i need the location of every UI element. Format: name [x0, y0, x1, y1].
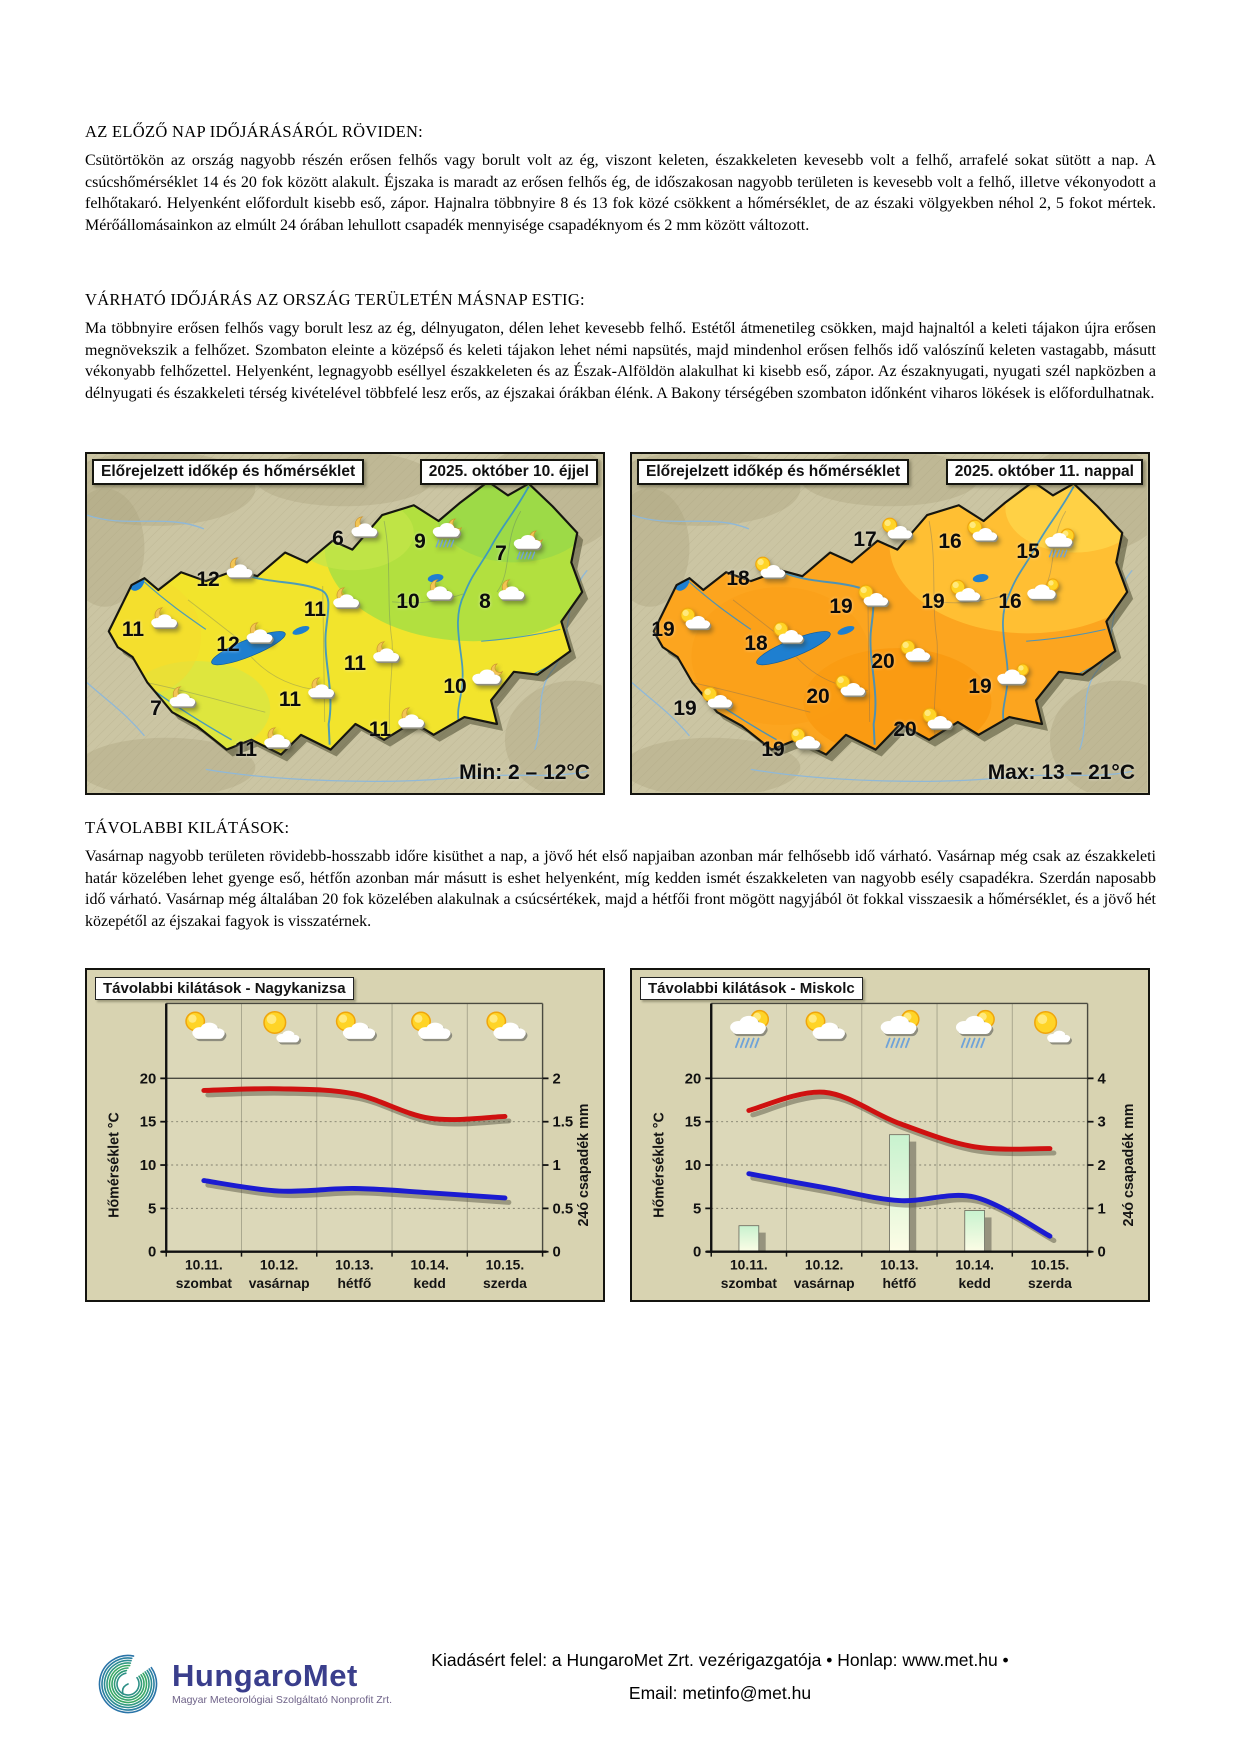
station-temperature: 19 — [829, 595, 853, 618]
heading-previous-day: AZ ELŐZŐ NAP IDŐJÁRÁSÁRÓL RÖVIDEN: — [85, 122, 424, 141]
meteogram-graphic — [87, 970, 602, 1299]
map-station — [150, 697, 200, 721]
station-temperature: 11 — [121, 618, 145, 641]
publisher-line1: Kiadásért felel: a HungaroMet Zrt. vezérigazgatója • Honlap: www.met.hu • — [431, 1650, 1009, 1670]
moon-cloud-icon — [328, 586, 364, 619]
svg-text:24ó csapadék mm: 24ó csapadék mm — [576, 1103, 593, 1227]
svg-text:szombat: szombat — [175, 1275, 232, 1292]
svg-text:1: 1 — [1097, 1201, 1106, 1218]
svg-text:10.12.: 10.12. — [804, 1256, 844, 1273]
map-station — [235, 738, 295, 762]
map-station — [332, 527, 382, 551]
moon-cloud-icon — [346, 515, 382, 548]
map-station — [279, 688, 339, 712]
logo-tagline: Magyar Meteorológiai Szolgáltató Nonprofit Zrt. — [172, 1694, 393, 1706]
moon-cloud-icon — [146, 606, 182, 639]
map-min-label: Min: 2 – 12°C — [459, 761, 590, 784]
map-date-label: 2025. október 11. nappal — [946, 459, 1143, 485]
svg-text:24ó csapadék mm: 24ó csapadék mm — [1121, 1103, 1138, 1227]
moon-cloud-rain-icon — [428, 518, 464, 551]
station-temperature: 16 — [938, 530, 962, 553]
map-station — [806, 685, 867, 709]
sun-cloud-icon — [677, 606, 713, 639]
map-station — [744, 632, 805, 656]
station-temperature: 9 — [414, 530, 426, 553]
station-temperature: 19 — [761, 738, 785, 761]
map-station — [122, 618, 182, 642]
sun-cloud-icon — [855, 583, 891, 616]
map-max-label: Max: 13 – 21°C — [987, 761, 1135, 784]
station-temperature: 11 — [368, 718, 392, 741]
map-station — [998, 590, 1059, 614]
map-date-label: 2025. október 10. éjjel — [420, 459, 598, 485]
svg-text:kedd: kedd — [413, 1275, 446, 1292]
sun-cloud-icon — [770, 620, 806, 653]
sun-cloud-icon — [787, 726, 823, 759]
station-temperature: 6 — [332, 527, 344, 550]
station-temperature: 11 — [303, 598, 327, 621]
svg-text:Hőmérséklet °C: Hőmérséklet °C — [106, 1112, 123, 1218]
svg-text:hétfő: hétfő — [337, 1275, 372, 1292]
outlook-text: Vasárnap nagyobb területen rövidebb-hosszabb időre kisüthet a nap, a jövő hét első napjaiban azonban már felhősebb idő várható. Vasárnap még csak az északkeleti határ közelében lehet gyenge eső, hétfőn azonban már másutt is eshet helyenként, míg kedden ismét északkeleten van nagyobb esély csapadékra. Szerdán naposabb idő várható. Vasárnap még általában 20 fok közelében alakulnak a csúcsértékek, majd a hétfői front mögött nagyjából öt fokkal visszaesik a hőmérséklet, és a jövő hét közepétől az éjszakai fagyok is visszatérnek. — [85, 848, 1156, 930]
heading-outlook: TÁVOLABBI KILÁTÁSOK: — [85, 818, 290, 837]
svg-text:20: 20 — [139, 1071, 157, 1088]
map-title: Előrejelzett időkép és hőmérséklet — [92, 459, 364, 485]
station-temperature: 19 — [673, 697, 697, 720]
map-station — [893, 718, 954, 742]
moon-cloud-icon — [164, 685, 200, 718]
moon-cloud-icon — [242, 621, 278, 654]
sun-cloud-icon — [919, 706, 955, 739]
map-station — [921, 590, 982, 614]
chart-canvas — [632, 970, 1148, 1300]
forecast-map-night — [85, 452, 605, 795]
station-temperature: 16 — [998, 590, 1022, 613]
svg-text:10.13.: 10.13. — [880, 1256, 919, 1273]
station-temperature: 7 — [495, 542, 507, 565]
moon-cloud-icon — [393, 706, 429, 739]
svg-text:15: 15 — [684, 1114, 702, 1131]
cloud-moon-icon — [469, 663, 505, 696]
svg-text:0: 0 — [552, 1244, 561, 1261]
moon-cloud-icon — [259, 726, 295, 759]
moon-cloud-icon — [368, 640, 404, 673]
chart-canvas — [87, 970, 603, 1300]
forecast-map-day — [630, 452, 1150, 795]
station-temperature: 8 — [479, 590, 491, 613]
svg-text:szombat: szombat — [720, 1275, 777, 1292]
svg-text:4: 4 — [1097, 1071, 1106, 1088]
svg-text:10.11.: 10.11. — [729, 1256, 768, 1273]
svg-text:10.13.: 10.13. — [335, 1256, 374, 1273]
map-station — [829, 595, 890, 619]
map-station — [651, 618, 712, 642]
svg-text:10.11.: 10.11. — [184, 1256, 223, 1273]
svg-text:0.5: 0.5 — [552, 1201, 574, 1218]
footer — [0, 1634, 1241, 1739]
map-station — [673, 697, 734, 721]
station-temperature: 19 — [651, 618, 675, 641]
station-temperature: 7 — [150, 697, 162, 720]
sun-cloud-icon — [897, 638, 933, 671]
svg-text:10: 10 — [139, 1157, 157, 1174]
map-station — [479, 590, 529, 614]
sun-cloud-icon — [752, 555, 788, 588]
map-title: Előrejelzett időkép és hőmérséklet — [637, 459, 909, 485]
svg-text:szerda: szerda — [1028, 1275, 1072, 1292]
logo-swirl-icon — [88, 1638, 168, 1726]
map-station — [396, 590, 457, 614]
svg-text:5: 5 — [148, 1201, 157, 1218]
moon-cloud-icon — [422, 578, 458, 611]
svg-text:vasárnap: vasárnap — [793, 1275, 855, 1292]
svg-text:5: 5 — [693, 1201, 702, 1218]
svg-text:0: 0 — [693, 1244, 702, 1261]
map-station — [304, 598, 364, 622]
map-station — [414, 530, 464, 554]
svg-text:10.14.: 10.14. — [955, 1256, 994, 1273]
svg-text:10.14.: 10.14. — [410, 1256, 449, 1273]
svg-text:10.15.: 10.15. — [1030, 1256, 1070, 1273]
svg-text:szerda: szerda — [483, 1275, 527, 1292]
map-station — [853, 528, 914, 552]
station-temperature: 20 — [806, 685, 830, 708]
station-temperature: 11 — [343, 652, 367, 675]
chart-title: Távolabbi kilátások - Nagykanizsa — [95, 977, 354, 1000]
station-temperature: 17 — [853, 528, 877, 551]
station-temperature: 18 — [726, 567, 750, 590]
svg-text:3: 3 — [1097, 1114, 1106, 1131]
map-station — [495, 542, 545, 566]
meteogram-graphic — [632, 970, 1147, 1299]
station-temperature: 18 — [744, 632, 768, 655]
sun-cloud-icon — [832, 673, 868, 706]
station-temperature: 19 — [921, 590, 945, 613]
station-temperature: 10 — [443, 675, 467, 698]
logo-wordmark: HungaroMet — [172, 1658, 358, 1693]
svg-text:10: 10 — [684, 1157, 702, 1174]
station-temperature: 15 — [1016, 540, 1040, 563]
meteogram-nagykanizsa — [85, 968, 605, 1302]
heading-forecast: VÁRHATÓ IDŐJÁRÁS AZ ORSZÁG TERÜLETÉN MÁSNAP ESTIG: — [85, 290, 585, 309]
map-station — [344, 652, 404, 676]
sun-cloud-rain-icon — [1042, 528, 1078, 561]
sun-cloud-icon — [964, 518, 1000, 551]
svg-text:2: 2 — [552, 1071, 561, 1088]
svg-text:10.15.: 10.15. — [485, 1256, 525, 1273]
svg-text:vasárnap: vasárnap — [248, 1275, 310, 1292]
svg-text:kedd: kedd — [958, 1275, 991, 1292]
svg-text:1.5: 1.5 — [552, 1114, 574, 1131]
previous-day-text: Csütörtökön az ország nagyobb részén erősen felhős vagy borult volt az ég, viszont keleten, északkeleten kevesebb volt a felhő, arrafelé sokat sütött a nap. A csúcshőmérséklet 14 és 20 fok között alakult. Éjszaka is maradt az erősen felhős ég, de időszakosan nagyobb területen is kevesebb volt a felhő, illetve vékonyodott a felhőtakaró. Helyenként előfordult kisebb eső, zápor. Hajnalra többnyire 8 és 13 fok közé csökkent a hőmérséklet, de az északi völgyekben néhol 2, 5 fokot mértek. Mérőállomásainkon az elmúlt 24 órában lehullott csapadék mennyisége csapadéknyom és 2 mm között változott. — [85, 152, 1156, 234]
svg-text:10.12.: 10.12. — [259, 1256, 299, 1273]
svg-text:1: 1 — [552, 1157, 561, 1174]
station-temperature: 20 — [871, 650, 895, 673]
svg-text:20: 20 — [684, 1071, 702, 1088]
station-temperature: 20 — [893, 718, 917, 741]
moon-cloud-rain-icon — [509, 530, 545, 563]
map-station — [1016, 540, 1077, 564]
map-station — [968, 675, 1029, 699]
map-station — [196, 568, 257, 592]
map-station — [726, 567, 787, 591]
moon-cloud-icon — [303, 676, 339, 709]
station-temperature: 12 — [216, 633, 240, 656]
sun-cloud-icon — [947, 578, 983, 611]
cloud-sun-icon — [1024, 578, 1060, 611]
svg-text:2: 2 — [1097, 1157, 1106, 1174]
sun-cloud-icon — [699, 685, 735, 718]
station-temperature: 11 — [234, 738, 258, 761]
map-station — [871, 650, 932, 674]
cloud-sun-icon — [994, 663, 1030, 696]
svg-text:15: 15 — [139, 1114, 157, 1131]
moon-cloud-icon — [493, 578, 529, 611]
station-temperature: 11 — [278, 688, 302, 711]
map-station — [216, 633, 277, 657]
meteogram-miskolc — [630, 968, 1150, 1302]
forecast-text: Ma többnyire erősen felhős vagy borult lesz az ég, délnyugaton, délen lehet kevesebb felhő. Estétől átmenetileg csökken, majd hajnaltól a keleti tájakon újra erősen megnövekszik a felhőzet. Szombaton eleinte a középső és keleti tájakon lehet némi napsütés, majd mindenhol erősen felhős idő valószínű keleten vastagabb, másutt vékonyabb felhőzettel. Helyenként, legnagyobb eséllyel északkeleten és az Észak-Alföldön alakulhat ki kisebb eső, zápor. Az északnyugati, nyugati szél napközben a délnyugati és északkeleti térség kivételével többfelé lesz erős, az éjszakai órákban élénk. A Bakony térségében szombaton időnként viharos lökések is előfordulhatnak. — [85, 320, 1156, 402]
map-station — [443, 675, 504, 699]
svg-text:0: 0 — [1097, 1244, 1106, 1261]
svg-text:hétfő: hétfő — [882, 1275, 917, 1292]
publisher-line2: Email: metinfo@met.hu — [628, 1683, 812, 1703]
sun-cloud-icon — [879, 516, 915, 549]
station-temperature: 19 — [968, 675, 992, 698]
svg-text:Hőmérséklet °C: Hőmérséklet °C — [651, 1112, 668, 1218]
map-station — [938, 530, 999, 554]
chart-title: Távolabbi kilátások - Miskolc — [640, 977, 863, 1000]
publisher-info — [300, 1644, 1140, 1710]
station-temperature: 12 — [196, 568, 220, 591]
station-temperature: 10 — [396, 590, 420, 613]
map-station — [761, 738, 822, 762]
map-station — [369, 718, 429, 742]
moon-cloud-icon — [222, 556, 258, 589]
svg-text:0: 0 — [148, 1244, 157, 1261]
